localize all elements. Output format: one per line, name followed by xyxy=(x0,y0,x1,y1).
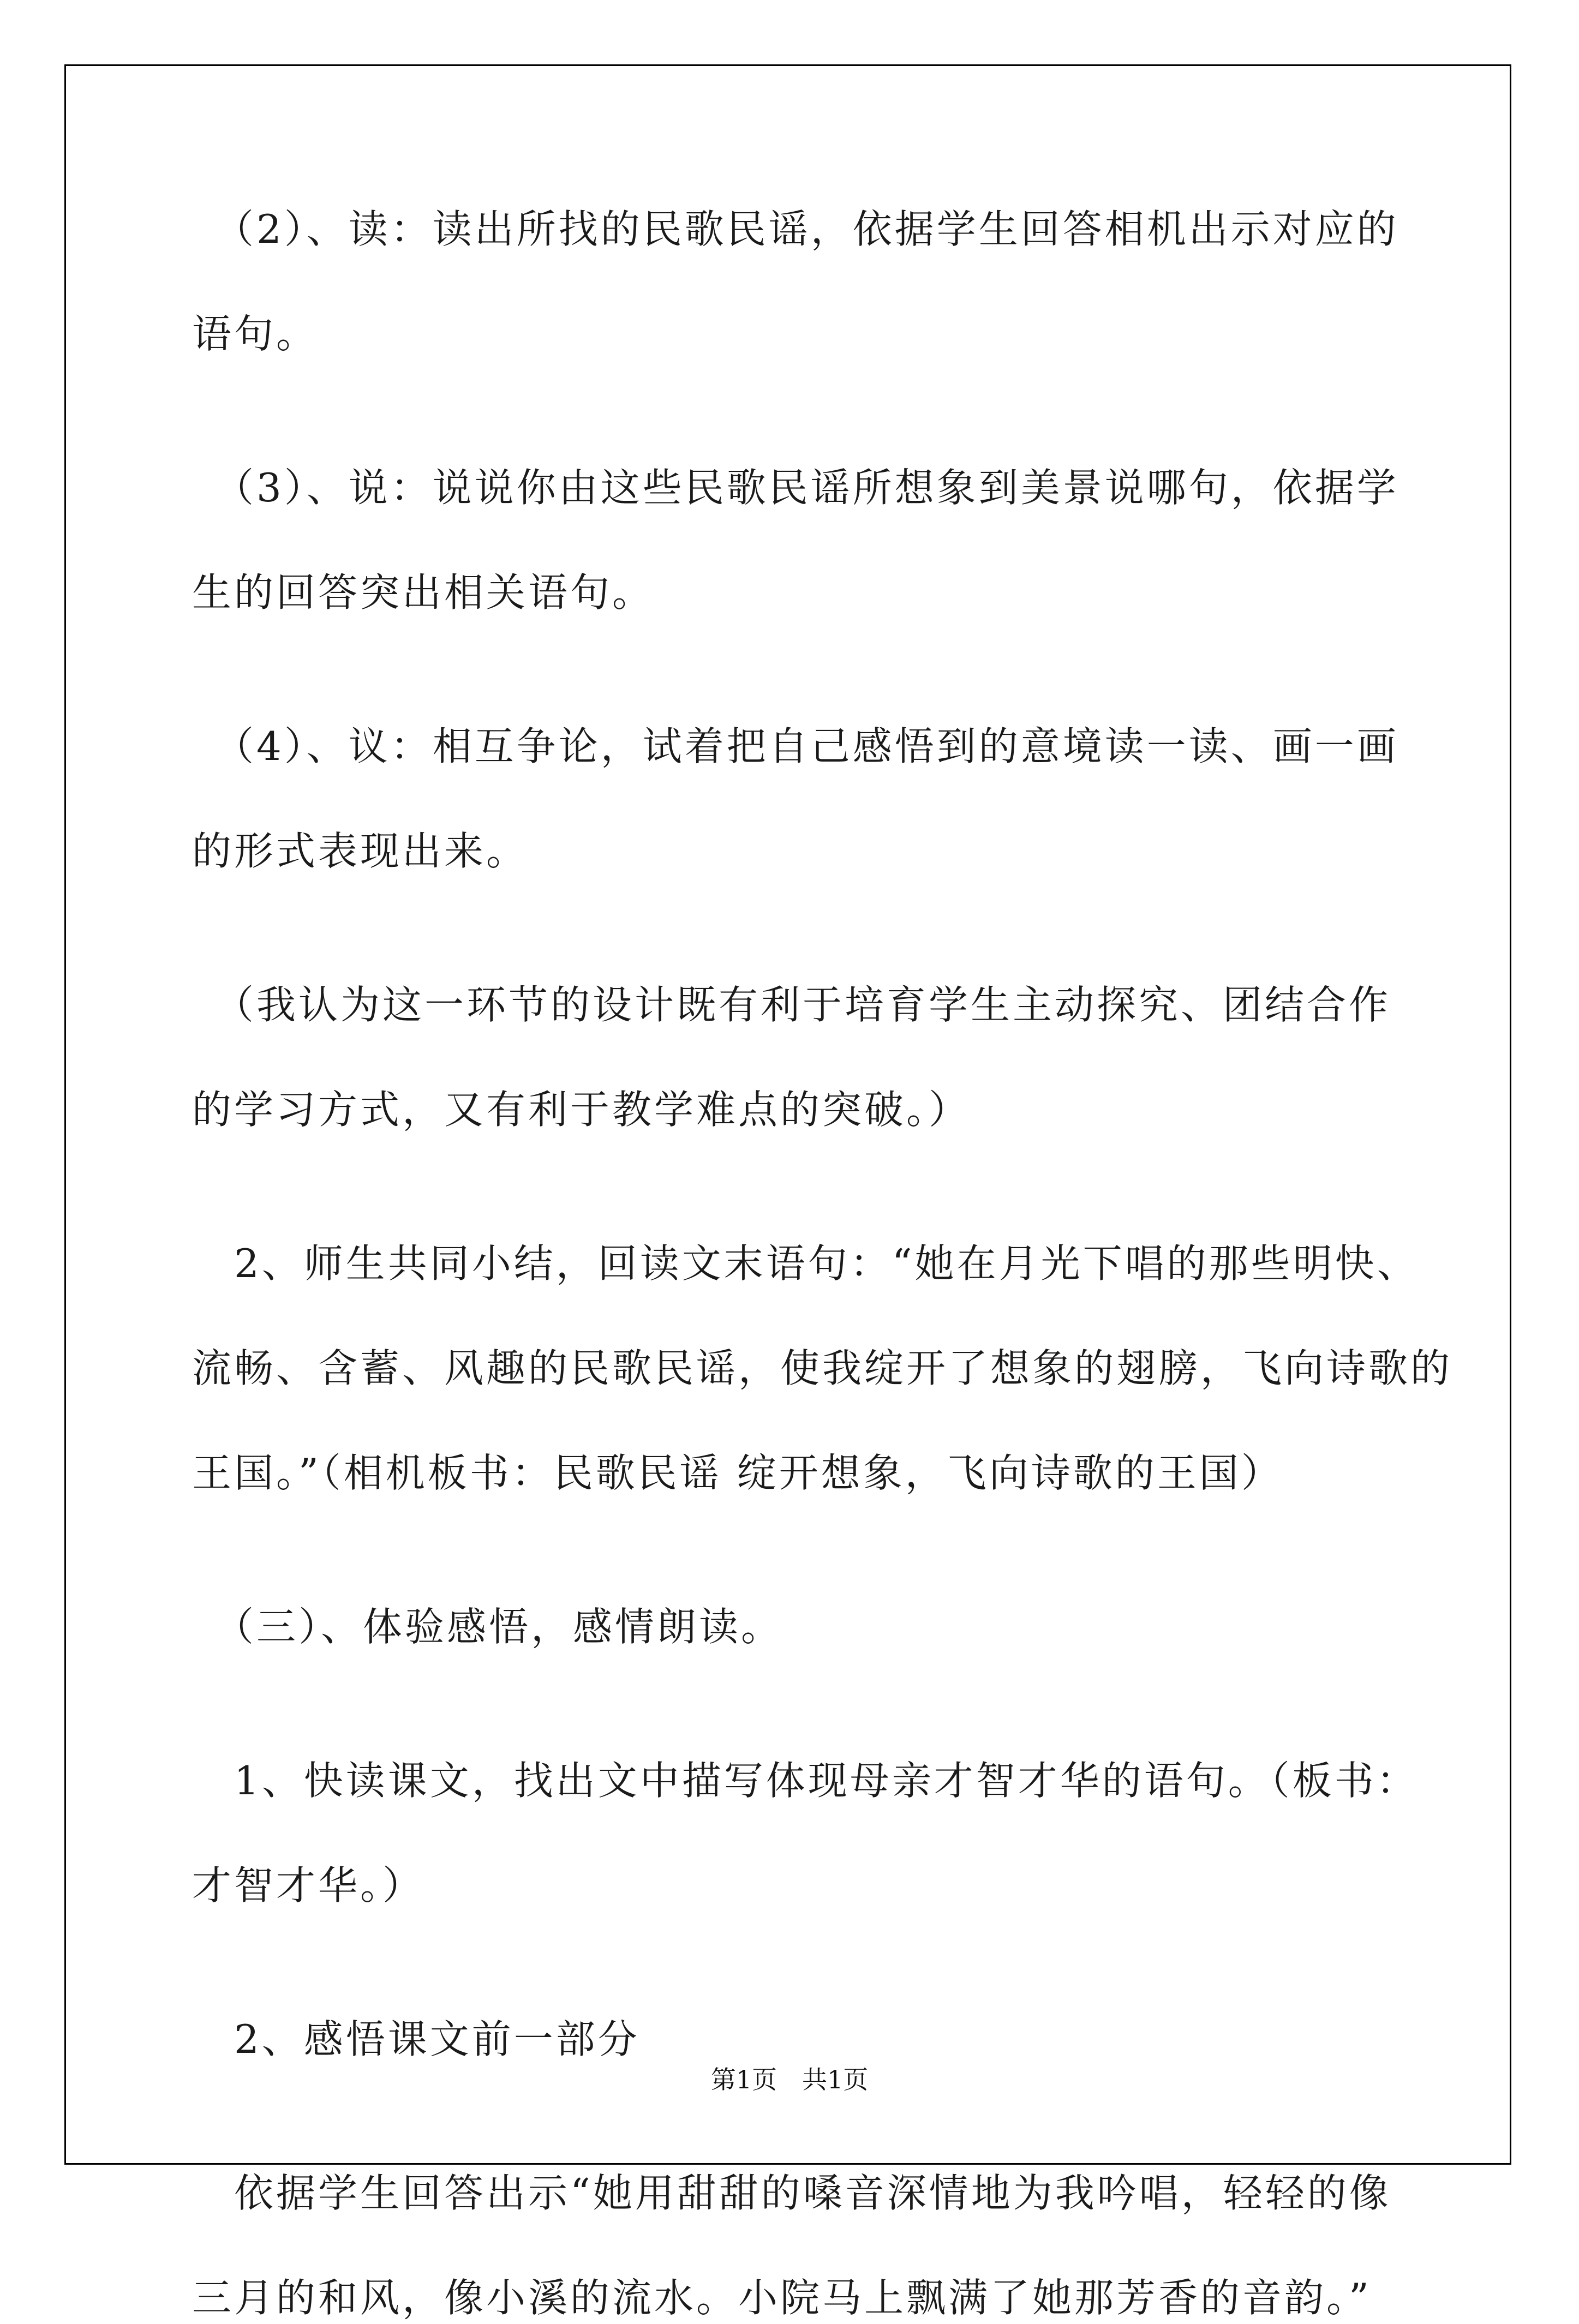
paragraph xyxy=(192,1601,1387,1653)
text-line: 三月的和风，像小溪的流水。小院马上飘满了她那芳香的音韵。” xyxy=(192,2275,1372,2321)
paragraph xyxy=(192,979,1391,1136)
paragraph xyxy=(192,1754,1419,1912)
paragraph xyxy=(192,2013,1387,2065)
text-line: 语句。 xyxy=(192,311,319,357)
text-line: 的学习方式，又有利于教学难点的突破。） xyxy=(192,1087,971,1133)
text-line: 流畅、含蓄、风趣的民歌民谣，使我绽开了想象的翅膀，飞向诗歌的 xyxy=(192,1345,1453,1391)
text-line: 2、感悟课文前一部分 xyxy=(192,2016,640,2062)
paragraph xyxy=(192,720,1399,877)
text-line: 王国。”（相机板书：民歌民谣 绽开想象，飞向诗歌的王国） xyxy=(192,1450,1283,1496)
text-line: 才智才华。） xyxy=(192,1862,425,1908)
text-line: 的形式表现出来。 xyxy=(192,828,529,874)
text-line: 生的回答突出相关语句。 xyxy=(192,570,655,615)
text-line: 依据学生回答出示“她用甜甜的嗓音深情地为我吟唱，轻轻的像 xyxy=(192,2170,1391,2216)
page-number: 第1页 共1页 xyxy=(710,2065,869,2094)
text-line: 1、快读课文，找出文中描写体现母亲才智才华的语句。（板书： xyxy=(192,1758,1419,1804)
text-line: （3）、说：说说你由这些民歌民谣所想象到美景说哪句，依据学 xyxy=(192,465,1399,511)
paragraph xyxy=(192,462,1399,619)
paragraph xyxy=(192,203,1399,360)
section-heading: （三）、体验感悟，感情朗读。 xyxy=(192,1604,783,1650)
paragraph xyxy=(192,2167,1391,2324)
text-line: （我认为这一环节的设计既有利于培育学生主动探究、团结合作 xyxy=(192,982,1391,1028)
text-line: （2）、读：读出所找的民歌民谣，依据学生回答相机出示对应的 xyxy=(192,206,1399,252)
text-line: 2、师生共同小结，回读文末语句：“她在月光下唱的那些明快、 xyxy=(192,1241,1419,1286)
paragraph xyxy=(192,1237,1453,1499)
text-line: （4）、议：相互争论，试着把自己感悟到的意境读一读、画一画 xyxy=(192,723,1399,769)
document-body xyxy=(192,203,1453,2324)
